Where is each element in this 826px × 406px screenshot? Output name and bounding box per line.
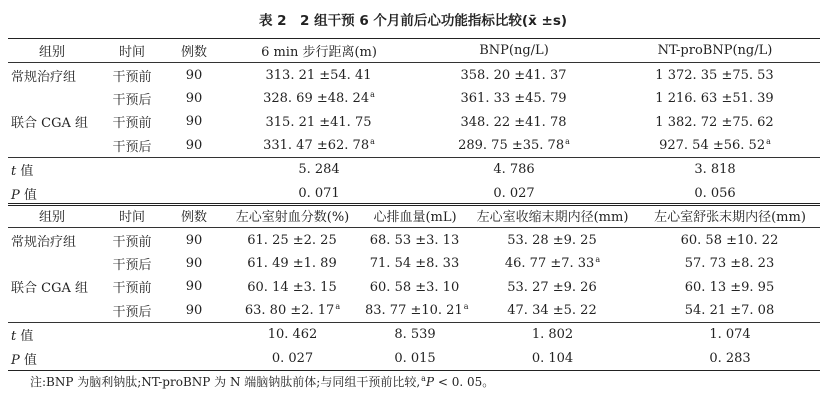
time-cell: 干预前: [112, 69, 152, 85]
value-cell: 54. 21 ±7. 08: [684, 303, 775, 319]
t-label: t 值: [8, 157, 96, 181]
n-cell: 90: [185, 67, 203, 83]
t-value: 1. 074: [640, 322, 820, 346]
table-caption: 表 2 2 组干预 6 个月前后心功能指标比较(x̄ ±s): [258, 13, 568, 29]
p-value: 0. 104: [465, 346, 640, 370]
group-cell: [8, 299, 96, 323]
t-value: 10. 462: [220, 322, 365, 346]
value-cell: 328. 69 ±48. 24$^a$: [263, 90, 375, 107]
table-2-header: [8, 204, 820, 228]
table-1-header: [8, 39, 820, 63]
p-label: P 值: [8, 181, 96, 205]
value-cell: 1 216. 63 ±51. 39: [655, 91, 774, 107]
value-cell: 315. 21 ±41. 75: [265, 114, 372, 130]
table-row: [8, 275, 820, 298]
time-cell: 干预前: [112, 281, 152, 297]
header-cell: 组别: [8, 204, 96, 228]
header-cell: 6 min 步行距离(m): [220, 39, 418, 63]
table-row: [8, 63, 820, 87]
value-cell: 57. 73 ±8. 23: [684, 256, 775, 272]
p-label: P 值: [8, 346, 96, 370]
value-cell: 60. 58 ±3. 10: [369, 279, 460, 295]
header-cell: 例数: [168, 39, 220, 63]
table-row: [8, 252, 820, 275]
group-cell: 常规治疗组: [11, 234, 77, 250]
value-cell: 60. 14 ±3. 15: [247, 279, 337, 295]
time-cell: 干预前: [112, 234, 152, 250]
t-value: 1. 802: [465, 322, 640, 346]
p-value: 0. 027: [220, 346, 365, 370]
value-cell: 71. 54 ±8. 33: [369, 256, 460, 272]
group-cell: [8, 134, 96, 158]
value-cell: 289. 75 ±35. 78$^a$: [458, 137, 570, 154]
table-row: [8, 299, 820, 323]
n-cell: 90: [185, 114, 203, 130]
header-cell: 左心室舒张末期内径(mm): [640, 204, 820, 228]
value-cell: 361. 33 ±45. 79: [460, 91, 567, 107]
value-cell: 348. 22 ±41. 78: [460, 114, 567, 130]
value-cell: 331. 47 ±62. 78$^a$: [263, 137, 375, 154]
value-cell: 47. 34 ±5. 22: [507, 303, 597, 319]
time-cell: 干预后: [112, 257, 152, 273]
value-cell: 61. 49 ±1. 89: [247, 256, 337, 272]
table-row: [8, 87, 820, 110]
header-cell: 时间: [96, 204, 168, 228]
group-cell: 常规治疗组: [11, 69, 77, 85]
n-cell: 90: [185, 232, 203, 248]
table-1: [8, 38, 820, 206]
p-value: 0. 027: [418, 181, 610, 205]
value-cell: 46. 77 ±7. 33$^a$: [504, 255, 601, 272]
n-cell: 90: [185, 279, 203, 295]
value-cell: 53. 27 ±9. 26: [507, 279, 597, 295]
value-cell: 60. 13 ±9. 95: [684, 279, 775, 295]
value-cell: 1 372. 35 ±75. 53: [655, 68, 774, 84]
header-cell: 左心室收缩末期内径(mm): [465, 204, 640, 228]
header-cell: 左心室射血分数(%): [220, 204, 365, 228]
header-cell: 组别: [8, 39, 96, 63]
table-row: [8, 110, 820, 133]
value-cell: 1 382. 72 ±75. 62: [655, 114, 774, 130]
header-cell: NT-proBNP(ng/L): [610, 39, 820, 63]
table-row: [8, 228, 820, 252]
p-value: 0. 015: [365, 346, 465, 370]
header-cell: BNP(ng/L): [418, 39, 610, 63]
t-value: 3. 818: [610, 157, 820, 181]
value-cell: 53. 28 ±9. 25: [507, 233, 597, 249]
n-cell: 90: [185, 90, 203, 106]
p-value-row: [8, 181, 820, 205]
p-value: 0. 283: [640, 346, 820, 370]
group-cell: [8, 252, 96, 275]
value-cell: 313. 21 ±54. 41: [265, 68, 372, 84]
n-cell: 90: [185, 302, 203, 318]
p-value-row: [8, 346, 820, 370]
p-value: 0. 071: [220, 181, 418, 205]
n-cell: 90: [185, 137, 203, 153]
time-cell: 干预后: [112, 304, 152, 320]
time-cell: 干预前: [112, 116, 152, 132]
t-value-row: [8, 322, 820, 346]
value-cell: 358. 20 ±41. 37: [460, 68, 567, 84]
table-row: [8, 134, 820, 158]
table-2: [8, 203, 820, 371]
value-cell: 68. 53 ±3. 13: [369, 233, 460, 249]
header-cell: 心排血量(mL): [365, 204, 465, 228]
value-cell: 60. 58 ±10. 22: [680, 233, 779, 249]
group-cell: 联合 CGA 组: [11, 281, 88, 297]
value-cell: 61. 25 ±2. 25: [247, 233, 337, 249]
t-value-row: [8, 157, 820, 181]
n-cell: 90: [185, 255, 203, 271]
time-cell: 干预后: [112, 92, 152, 108]
value-cell: 63. 80 ±2. 17$^a$: [244, 302, 341, 319]
value-cell: 83. 77 ±10. 21$^a$: [365, 302, 469, 319]
group-cell: [8, 87, 96, 110]
t-value: 4. 786: [418, 157, 610, 181]
p-value: 0. 056: [610, 181, 820, 205]
group-cell: 联合 CGA 组: [11, 116, 88, 132]
t-label: t 值: [8, 322, 96, 346]
header-cell: 例数: [168, 204, 220, 228]
t-value: 5. 284: [220, 157, 418, 181]
header-cell: 时间: [96, 39, 168, 63]
value-cell: 927. 54 ±56. 52$^a$: [659, 137, 771, 154]
time-cell: 干预后: [112, 139, 152, 155]
table-footnote: 注:BNP 为脑利钠肽;NT-proBNP 为 N 端脑钠肽前体;与同组干预前比较,$^a$P < 0. 05。: [30, 374, 495, 389]
t-value: 8. 539: [365, 322, 465, 346]
